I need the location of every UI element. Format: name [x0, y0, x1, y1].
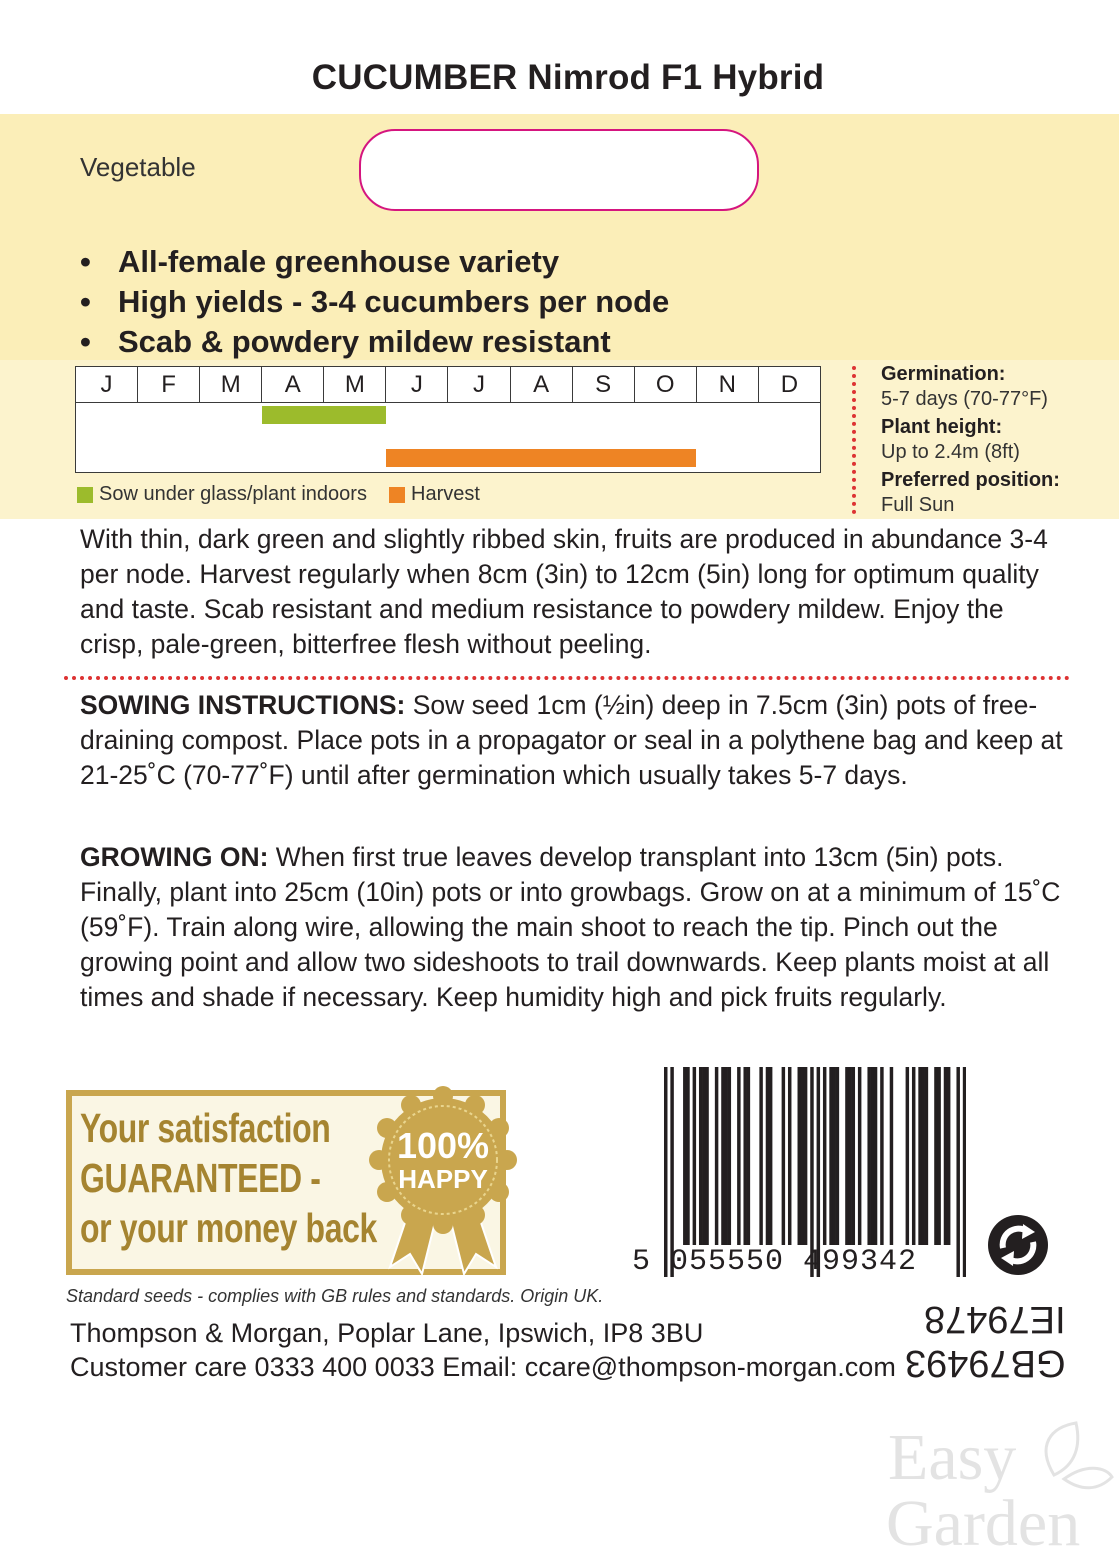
barcode-bar	[724, 1067, 727, 1245]
barcode-bar	[747, 1067, 750, 1245]
leaf-icon	[1046, 1423, 1078, 1475]
month-label: S	[573, 367, 635, 402]
legend-sow: Sow under glass/plant indoors	[77, 483, 367, 506]
barcode-bar	[867, 1067, 870, 1245]
product-codes	[905, 1297, 1066, 1385]
guarantee-line: or your money back	[80, 1205, 377, 1251]
section-divider	[64, 676, 1070, 680]
month-label: J	[448, 367, 510, 402]
barcode-bar	[832, 1067, 835, 1245]
legend-harvest: Harvest	[389, 483, 480, 506]
barcode-bar	[934, 1067, 937, 1245]
barcode-bar	[848, 1067, 851, 1245]
barcode-bar	[845, 1067, 848, 1245]
easy-garden-watermark	[886, 1415, 1116, 1555]
bullet-icon: •	[80, 284, 91, 319]
month-label: N	[697, 367, 759, 402]
barcode-bar	[890, 1067, 893, 1245]
barcode-bar	[715, 1067, 718, 1245]
barcode-bar	[686, 1067, 689, 1245]
sowing-calendar	[75, 366, 821, 473]
month-label: A	[511, 367, 573, 402]
company-address: Thompson & Morgan, Poplar Lane, Ipswich, IP8 3BU	[70, 1318, 704, 1348]
barcode-bar	[963, 1067, 966, 1277]
barcode-bar	[956, 1067, 959, 1277]
growing-heading: GROWING ON:	[80, 842, 269, 872]
seal-bottom-text: HAPPY	[398, 1164, 488, 1194]
barcode-bar	[699, 1067, 702, 1245]
month-label: A	[262, 367, 324, 402]
barcode-bar	[918, 1067, 921, 1245]
month-label: D	[780, 371, 799, 398]
sowing-instructions: SOWING INSTRUCTIONS: Sow seed 1cm (½in) deep in 7.5cm (3in) pots of free-draining compost. Place pots in a propagator or seal in a polythene bag and keep at 21-25˚C (70-77˚F) until after germination which usually takes 5-7 days.	[80, 690, 1063, 790]
height-label: Plant height:	[881, 416, 1003, 438]
barcode-bar	[743, 1067, 746, 1245]
barcode-bar	[705, 1067, 708, 1245]
barcode-bar	[871, 1067, 874, 1245]
barcode-bar	[925, 1067, 928, 1245]
bullet-icon: •	[80, 244, 91, 279]
barcode-bar	[782, 1067, 785, 1245]
position-value: Full Sun	[881, 494, 955, 516]
barcode-bar	[737, 1067, 740, 1245]
sow-period-bar	[262, 406, 386, 424]
sowing-heading: SOWING INSTRUCTIONS:	[80, 690, 406, 720]
barcode-bar	[858, 1067, 861, 1245]
watermark-line2: Garden	[886, 1487, 1081, 1555]
barcode-bar	[852, 1067, 855, 1245]
harvest-swatch-icon	[389, 487, 405, 503]
month-label: M	[200, 367, 262, 402]
customer-care: Customer care 0333 400 0033 Email: ccare@thompson-morgan.com	[70, 1352, 896, 1382]
sow-swatch-icon	[77, 487, 93, 503]
barcode-bar	[804, 1067, 807, 1245]
barcode-bar	[829, 1067, 832, 1245]
watermark-line1: Easy	[888, 1421, 1017, 1494]
barcode-bar	[836, 1067, 839, 1245]
barcode-bar	[874, 1067, 877, 1245]
barcode-bar	[728, 1067, 731, 1245]
barcode-bar	[693, 1067, 696, 1245]
guarantee-line: GUARANTEED -	[80, 1155, 321, 1201]
description: With thin, dark green and slightly ribbed skin, fruits are produced in abundance 3-4 per node. Harvest regularly when 8cm (3in) to 12cm (5in) long for optimum quality and taste. Scab resistant and medium resistance to powdery mildew. Enjoy the crisp, pale-green, bitterfree flesh without peeling.	[80, 524, 1048, 659]
barcode-bar	[766, 1067, 769, 1245]
barcode-bar	[798, 1067, 801, 1245]
height-value: Up to 2.4m (8ft)	[881, 441, 1020, 463]
barcode-bar	[788, 1067, 791, 1245]
feature-bullet: • Scab & powdery mildew resistant	[80, 324, 611, 359]
product-title: CUCUMBER Nimrod F1 Hybrid	[311, 58, 825, 97]
month-label: O	[635, 367, 697, 402]
info-divider	[852, 366, 856, 514]
barcode-bar	[937, 1067, 940, 1245]
barcode-number: 5 055550 499342	[632, 1245, 918, 1279]
barcode-bar	[947, 1067, 950, 1245]
harvest-period-bar	[386, 449, 696, 467]
barcode-bar	[683, 1067, 686, 1245]
barcode-bar	[880, 1067, 883, 1245]
germination-value: 5-7 days (70-77°F)	[881, 388, 1048, 410]
barcode-bar	[921, 1067, 924, 1245]
barcode-bar	[944, 1067, 947, 1245]
happy-seal-icon	[360, 1082, 526, 1282]
barcode-bar	[759, 1067, 762, 1245]
month-label: F	[138, 367, 200, 402]
feature-bullet: • All-female greenhouse variety	[80, 244, 560, 279]
barcode-bar	[912, 1067, 915, 1245]
month-label: M	[324, 367, 386, 402]
barcode-bar	[721, 1067, 724, 1245]
standard-note: Standard seeds - complies with GB rules and standards. Origin UK.	[66, 1286, 604, 1306]
product-code: GB79493	[905, 1342, 1066, 1384]
growing-on: GROWING ON: When first true leaves develop transplant into 13cm (5in) pots. Finally, plant into 25cm (10in) pots or into growbags. Grow on at a minimum of 15˚C (59˚F). Train along wire, allowing the main shoot to reach the tip. Pinch out the growing point and allow two sideshoots to trail downwards. Keep plants moist at all times and shade if necessary. Keep humidity high and pick fruits regularly.	[80, 842, 1061, 1012]
germination-label: Germination:	[881, 363, 1006, 385]
month-label: J	[76, 367, 138, 402]
barcode-bar	[823, 1067, 826, 1245]
feature-bullet: • High yields - 3-4 cucumbers per node	[80, 284, 670, 319]
seal-top-text: 100%	[396, 1125, 490, 1166]
product-image-placeholder	[359, 129, 759, 211]
recycle-icon	[987, 1214, 1049, 1276]
month-label: J	[386, 367, 448, 402]
guarantee-line: Your satisfaction	[80, 1105, 331, 1151]
product-code: IE79478	[924, 1298, 1066, 1340]
barcode-bar	[906, 1067, 909, 1245]
category-label: Vegetable	[80, 152, 196, 182]
calendar-months	[76, 367, 820, 403]
barcode-bar	[702, 1067, 705, 1245]
barcode-bar	[769, 1067, 772, 1245]
barcode-bar	[801, 1067, 804, 1245]
position-label: Preferred position:	[881, 469, 1060, 491]
bullet-icon: •	[80, 324, 91, 359]
